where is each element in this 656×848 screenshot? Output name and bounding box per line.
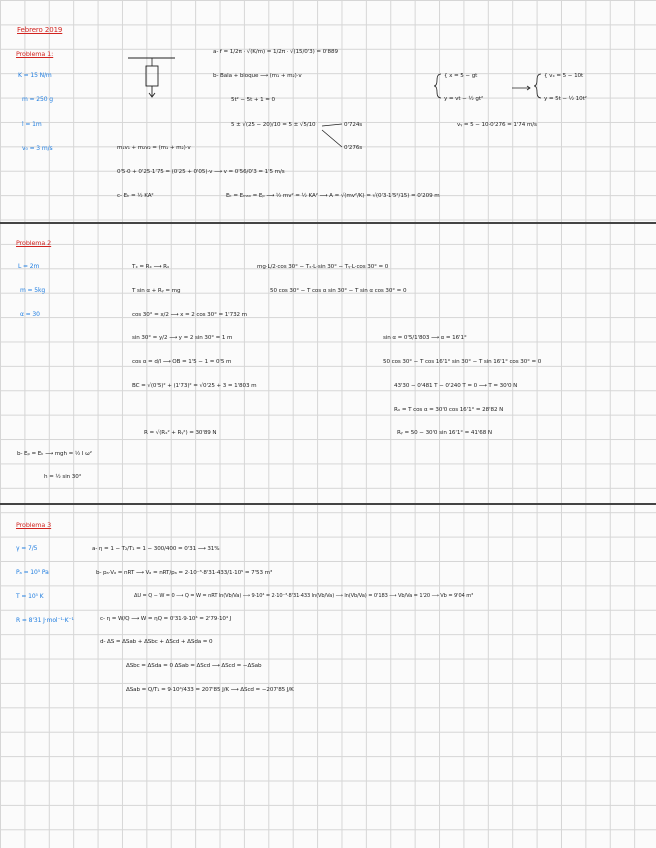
- problem-2-given-l: L = 2m: [18, 263, 40, 270]
- p1-root-1: 0'724s: [344, 122, 363, 128]
- problem-2-given-m: m = 5kg: [20, 287, 46, 294]
- problem-3-given-r: R = 8'31 J·mol⁻¹·K⁻¹: [16, 617, 74, 624]
- p2-resultant: R = √(Rₓ² + Rᵧ²) = 30'89 N: [144, 430, 217, 436]
- p2-line-1: Tₓ = Rₓ ⟶ Rₓ: [132, 264, 170, 270]
- p1-system-1b: y = vt − ½ gt²: [444, 96, 484, 102]
- p2-line-3: T sin α + Rᵧ = mg: [132, 288, 181, 294]
- divider-2: [0, 503, 656, 505]
- p1-root-2: 0'276s: [344, 145, 363, 151]
- p3-part-d-3: ΔSab = Q/T₁ = 9·10⁴/433 = 207'85 J/K ⟶ ΔScd = −207'85 J/K: [126, 687, 294, 693]
- divider-1: [0, 222, 656, 224]
- exam-title: Febrero 2019: [17, 26, 63, 34]
- p2-line-10: sin α = 0'5/1'803 ⟶ α = 16'1°: [383, 335, 467, 341]
- p1-system-1a: { x = 5 − gt: [444, 73, 478, 79]
- p1-momentum: m₁v₁ + m₂v₂ = (m₁ + m₂)·v: [117, 145, 191, 151]
- p1-part-a: a- f = 1/2π · √(K/m) = 1/2π · √(15/0'3) = 0'889: [213, 49, 338, 55]
- p2-line-8: BC = √(0'5)² + (1'73)² = √0'25 + 3 = 1'803 m: [132, 383, 257, 389]
- problem-3-given-gamma: γ = 7/5: [16, 545, 38, 552]
- problem-1-given-m: m = 250 g: [22, 96, 53, 103]
- p2-line-12: 43'30 − 0'481 T − 0'240 T = 0 ⟶ T = 30'0 N: [394, 383, 518, 389]
- problem-2-given-alpha: α = 30: [20, 311, 40, 318]
- p2-line-14: Rᵧ = 50 − 30'0 sin 16'1° = 41'68 N: [397, 430, 492, 436]
- p2-part-b-h: h = ½ sin 30°: [44, 474, 82, 480]
- p3-part-b-2: ΔU = Q − W = 0 ⟶ Q = W = nRT ln(Vb/Va) ⟶ 9·10⁴ = 2·10⁻³·8'31·433 ln(Vb/Va) ⟶ ln(Vb/Va) = 0'183 ⟶ Vb/Va = 1'20 ⟶ Vb = 9'04 m³: [134, 593, 474, 599]
- p1-vy: vᵧ = 5 − 10·0'276 = 1'74 m/s: [457, 122, 537, 128]
- p2-line-6: sin 30° = y/2 ⟶ y = 2 sin 30° = 1 m: [132, 335, 233, 341]
- p2-part-b: b- Eₚ = Eₖ ⟶ mgh = ½ I ω²: [17, 451, 92, 457]
- p1-part-b: b- Bala + bloque ⟶ (m₁ + m₂)·v: [213, 73, 302, 79]
- p2-line-2: mg·L/2·cos 30° − Tₓ·L·sin 30° − Tᵧ·L·cos 30° = 0: [257, 264, 389, 270]
- p1-system-2b: y = 5t − ½ 10t²: [544, 96, 587, 102]
- problem-1-heading: Problema 1:: [16, 50, 54, 58]
- problem-3-given-p: Pₐ = 10⁵ Pa: [16, 569, 49, 576]
- p1-quadratic-roots: 5 ± √(25 − 20)/10 = 5 ± √5/10: [231, 122, 316, 128]
- problem-1-given-k: K = 15 N/m: [18, 72, 52, 79]
- p3-part-d-2: ΔSbc = ΔSda = 0 ΔSab = ΔScd ⟶ ΔScd = −ΔSab: [126, 663, 262, 669]
- p1-part-c: c- Eₖ = ½ KA²: [117, 193, 154, 199]
- problem-3-heading: Problema 3: [16, 521, 52, 529]
- p1-velocity: 0'5·0 + 0'25·1'75 = (0'25 + 0'05)·v ⟶ v = 0'56/0'3 = 1'5 m/s: [117, 169, 285, 175]
- p2-line-5: cos 30° = x/2 ⟶ x = 2 cos 30° = 1'732 m: [132, 312, 248, 318]
- p2-line-7: cos α = d/l ⟶ OB = 1'5 − 1 = 0'5 m: [132, 359, 232, 365]
- p1-quadratic: 5t² − 5t + 1 = 0: [231, 97, 275, 103]
- p2-line-13: Rₓ = T cos α = 30'0 cos 16'1° = 28'82 N: [394, 407, 504, 413]
- p3-part-a: a- η = 1 − T₂/T₁ = 1 − 300/400 = 0'31 ⟶ 31%: [92, 546, 220, 552]
- p1-amplitude: Eₖ = Eₘₐₓ = Eₚ ⟶ ½ mv² = ½ KA² ⟶ A = √(mv²/K) = √(0'3·1'5²/15) = 0'209 m: [226, 193, 440, 199]
- p3-part-c: c- η = W/Q ⟶ W = ηQ = 0'31·9·10⁴ = 2'79·10⁴ J: [100, 616, 232, 622]
- problem-1-given-v: v₀ = 3 m/s: [22, 145, 53, 152]
- p3-part-d: d- ΔS = ΔSab + ΔSbc + ΔScd + ΔSda = 0: [100, 639, 213, 645]
- p3-part-b: b- pₐ·Vₐ = nRT ⟶ Vₐ = nRT/pₐ = 2·10⁻³·8'31·433/1·10⁵ = 7'53 m³: [96, 570, 273, 576]
- problem-1-given-l: l = 1m: [22, 121, 42, 128]
- p2-line-11: 50 cos 30° − T cos 16'1° sin 30° − T sin 16'1° cos 30° = 0: [383, 359, 542, 365]
- problem-3-given-t: T = 10⁵ K: [16, 593, 44, 600]
- p2-line-4: 50 cos 30° − T cos α sin 30° − T sin α cos 30° = 0: [270, 288, 407, 294]
- problem-2-heading: Problema 2: [16, 239, 52, 247]
- p1-system-2a: { vₓ = 5 − 10t: [544, 73, 584, 79]
